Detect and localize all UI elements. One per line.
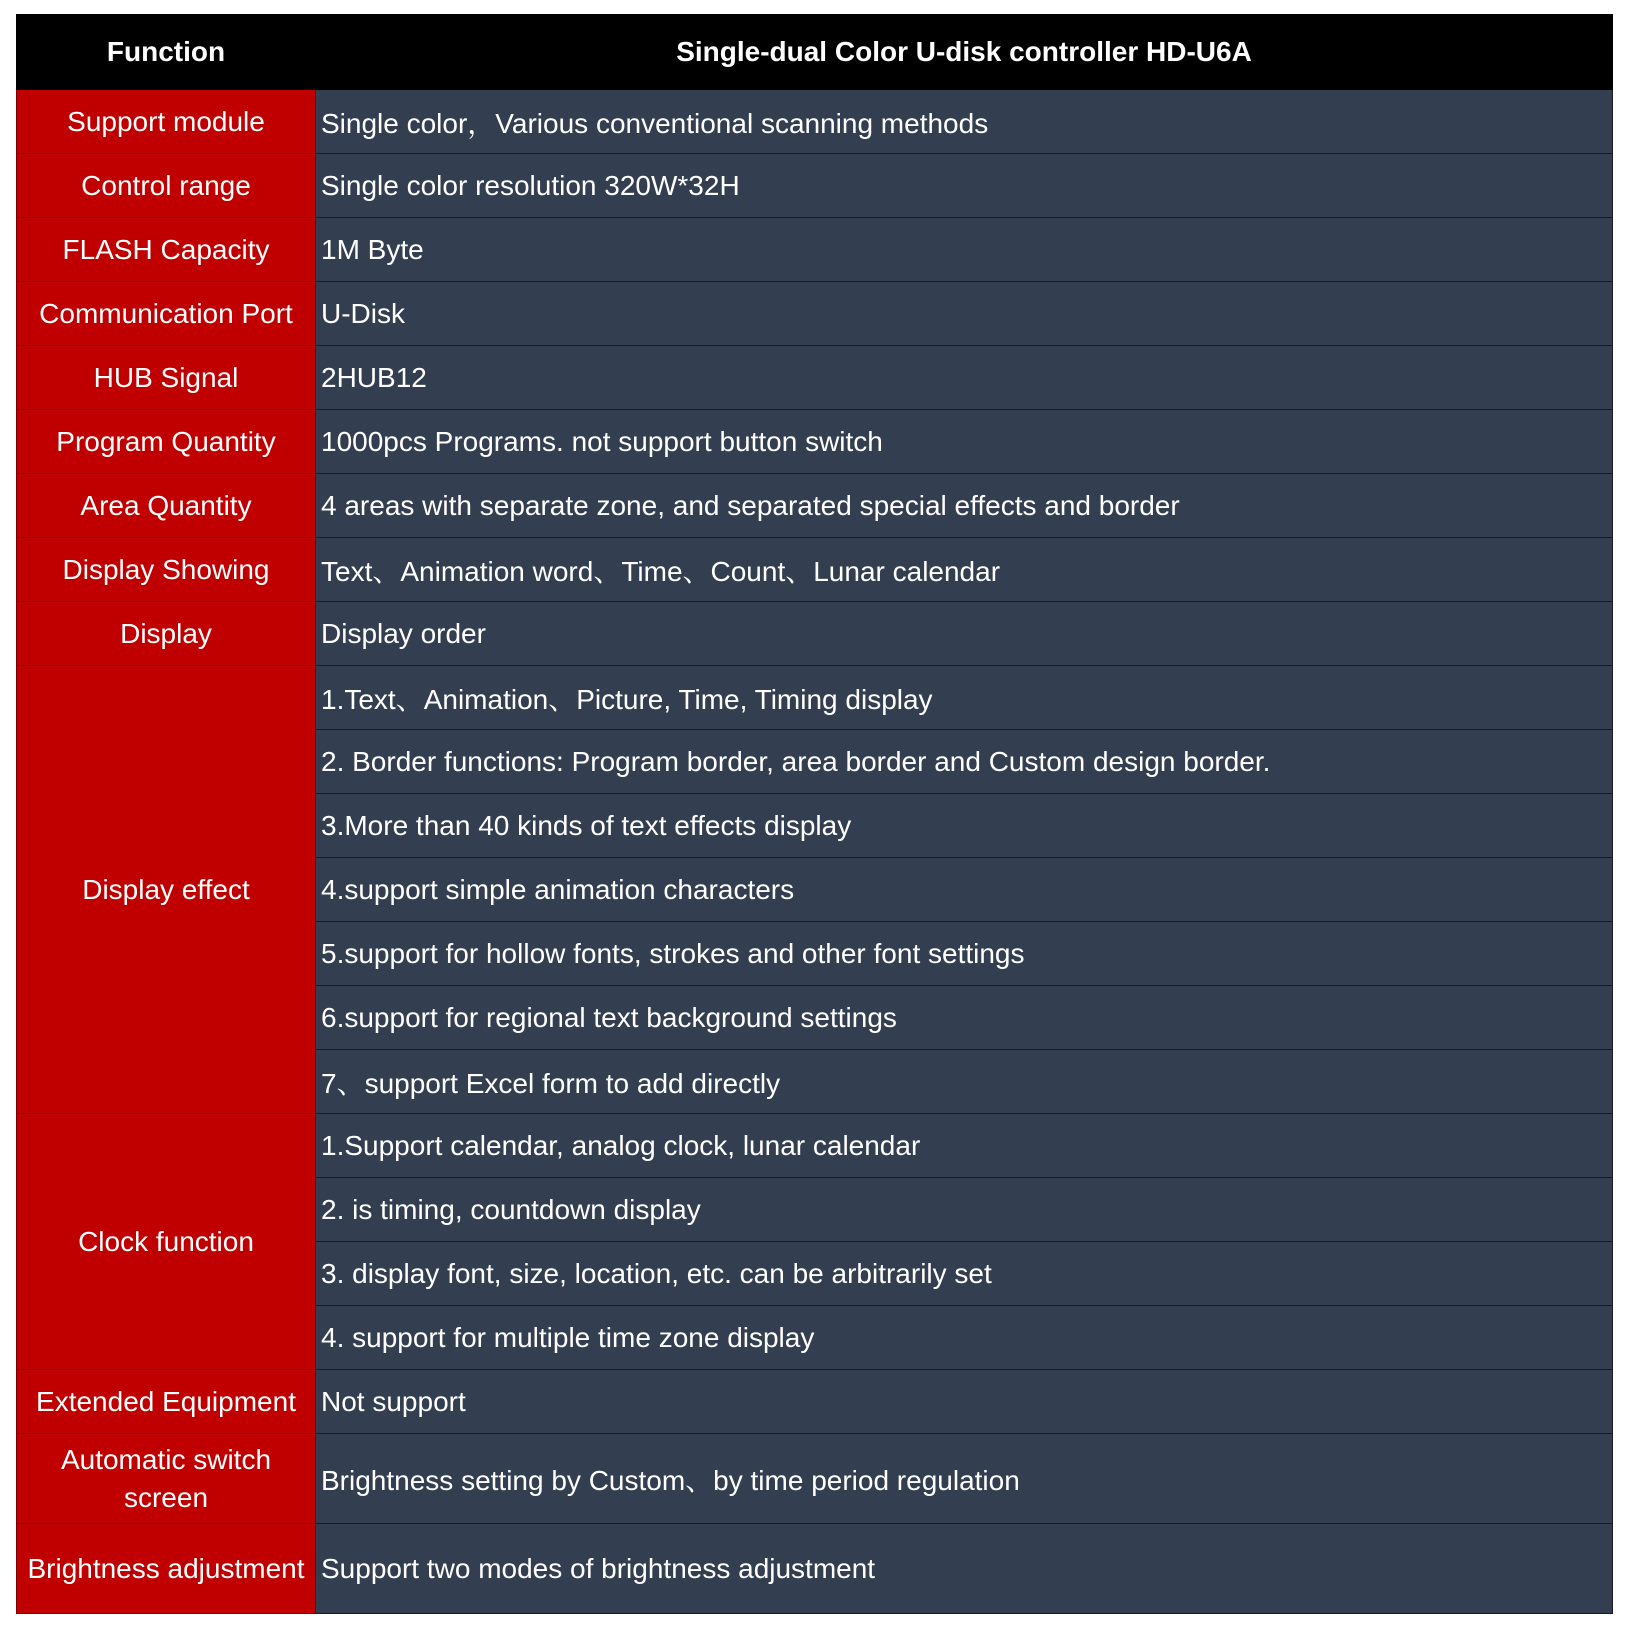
value-cell: 2. Border functions: Program border, area border and Custom design border. <box>316 730 1613 794</box>
header-function: Function <box>17 15 316 90</box>
function-cell: Support module <box>17 90 316 154</box>
function-cell: Control range <box>17 154 316 218</box>
function-cell: HUB Signal <box>17 346 316 410</box>
function-cell: Communication Port <box>17 282 316 346</box>
value-cell: 4.support simple animation characters <box>316 858 1613 922</box>
function-cell: Program Quantity <box>17 410 316 474</box>
value-cell: Support two modes of brightness adjustment <box>316 1524 1613 1614</box>
table-row <box>17 474 1613 538</box>
table-row <box>17 1370 1613 1434</box>
value-cell: Brightness setting by Custom、by time period regulation <box>316 1434 1613 1524</box>
function-cell: Brightness adjustment <box>17 1524 316 1614</box>
table-row <box>17 154 1613 218</box>
function-cell: Display <box>17 602 316 666</box>
function-cell: Display effect <box>17 666 316 1114</box>
function-cell: Extended Equipment <box>17 1370 316 1434</box>
value-cell: Single color resolution 320W*32H <box>316 154 1613 218</box>
value-cell: Display order <box>316 602 1613 666</box>
table-row <box>17 1434 1613 1524</box>
function-cell: FLASH Capacity <box>17 218 316 282</box>
table-row <box>17 410 1613 474</box>
value-cell: 2HUB12 <box>316 346 1613 410</box>
header-row <box>17 15 1613 90</box>
spec-body <box>17 90 1613 1614</box>
table-row <box>17 666 1613 730</box>
table-row <box>17 538 1613 602</box>
value-cell: U-Disk <box>316 282 1613 346</box>
value-cell: 5.support for hollow fonts, strokes and other font settings <box>316 922 1613 986</box>
value-cell: Single color，Various conventional scanning methods <box>316 90 1613 154</box>
value-cell: 3. display font, size, location, etc. can be arbitrarily set <box>316 1242 1613 1306</box>
value-cell: Text、Animation word、Time、Count、Lunar calendar <box>316 538 1613 602</box>
table-row <box>17 1524 1613 1614</box>
value-cell: 3.More than 40 kinds of text effects display <box>316 794 1613 858</box>
table-row <box>17 218 1613 282</box>
function-cell: Automatic switch screen <box>17 1434 316 1524</box>
table-row <box>17 90 1613 154</box>
value-cell: 1000pcs Programs. not support button switch <box>316 410 1613 474</box>
value-cell: 2. is timing, countdown display <box>316 1178 1613 1242</box>
function-cell: Display Showing <box>17 538 316 602</box>
spec-table <box>16 14 1613 1614</box>
table-row <box>17 282 1613 346</box>
value-cell: 1.Support calendar, analog clock, lunar calendar <box>316 1114 1613 1178</box>
value-cell: 7、support Excel form to add directly <box>316 1050 1613 1114</box>
table-row <box>17 1114 1613 1178</box>
table-row <box>17 346 1613 410</box>
value-cell: 4 areas with separate zone, and separated special effects and border <box>316 474 1613 538</box>
value-cell: 1.Text、Animation、Picture, Time, Timing display <box>316 666 1613 730</box>
value-cell: 6.support for regional text background settings <box>316 986 1613 1050</box>
header-product: Single-dual Color U-disk controller HD-U6A <box>316 15 1613 90</box>
value-cell: 1M Byte <box>316 218 1613 282</box>
table-row <box>17 602 1613 666</box>
value-cell: Not support <box>316 1370 1613 1434</box>
function-cell: Area Quantity <box>17 474 316 538</box>
function-cell: Clock function <box>17 1114 316 1370</box>
value-cell: 4. support for multiple time zone display <box>316 1306 1613 1370</box>
